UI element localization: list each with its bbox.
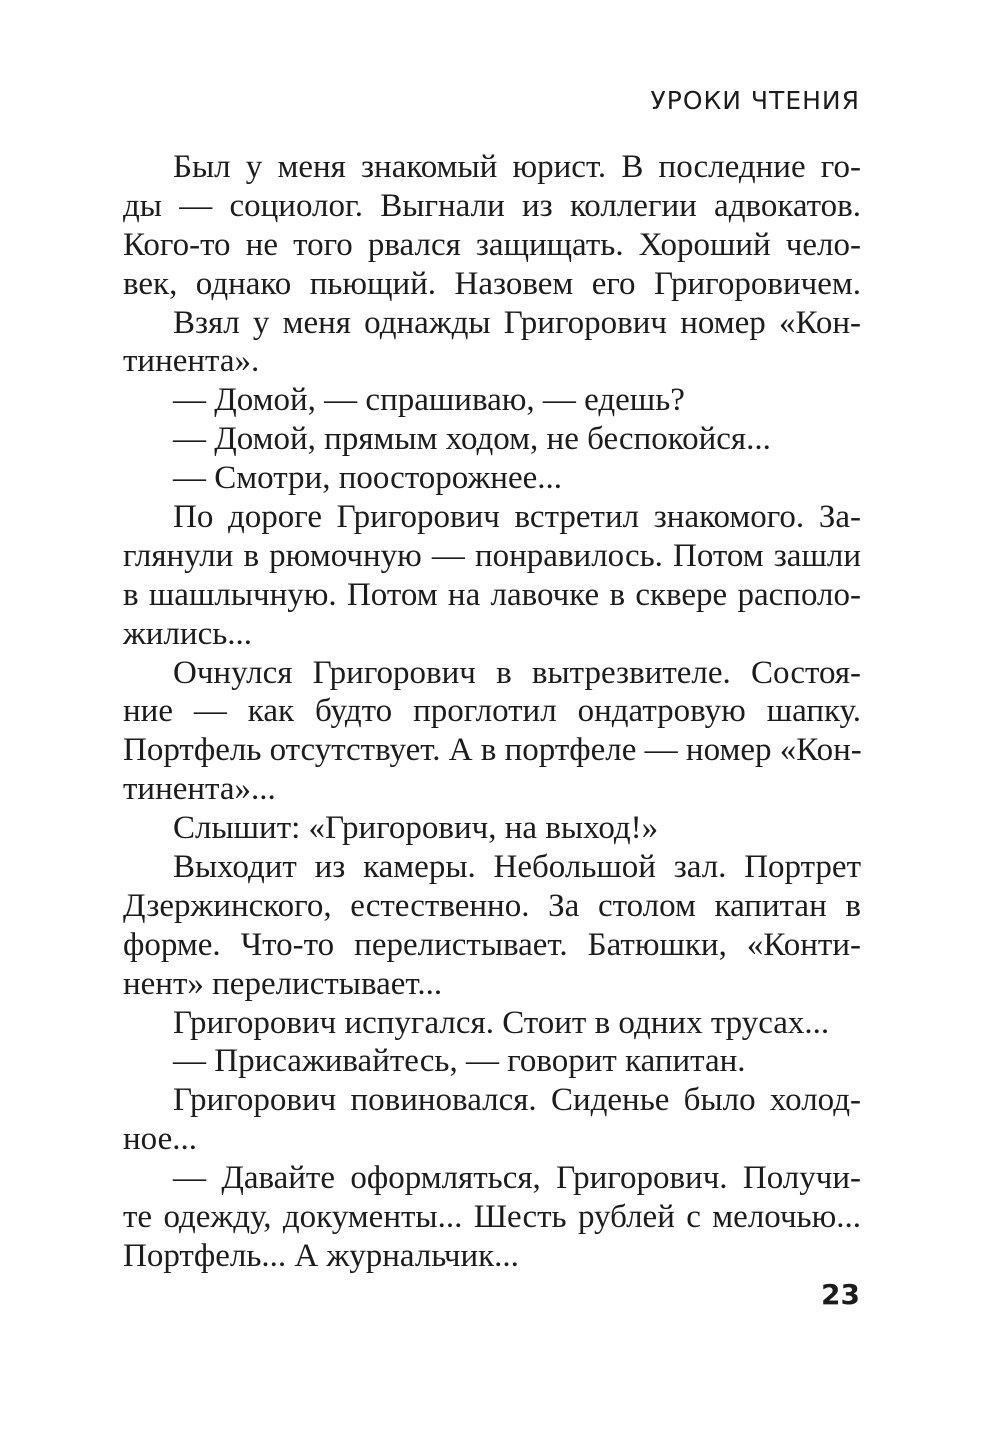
text-line: ние — как будто проглотил ондатровую шапку. xyxy=(123,693,861,730)
text-line: тинента». xyxy=(123,343,260,380)
text-line: Кого-то не того рвался защищать. Хороший чело- xyxy=(123,226,861,263)
text-line: Григорович повиновался. Сиденье было холод- xyxy=(173,1082,861,1119)
text-line: ное... xyxy=(123,1121,197,1158)
text-line: Портфель... А журнальчик... xyxy=(123,1237,519,1274)
text-line: — Присаживайтесь, — говорит капитан. xyxy=(173,1043,746,1080)
text-line: тинента»... xyxy=(123,771,276,808)
text-line: Взял у меня однажды Григорович номер «Кон- xyxy=(173,304,861,341)
text-line: Был у меня знакомый юрист. В последние го- xyxy=(173,149,861,185)
text-line: те одежду, документы... Шесть рублей с мелочью... xyxy=(123,1199,861,1236)
running-title: УРОКИ ЧТЕНИЯ xyxy=(650,86,860,115)
text-line: ды — социолог. Выгнали из коллегии адвокатов. xyxy=(123,187,861,224)
text-line: — Домой, прямым ходом, не беспокойся... xyxy=(173,421,771,458)
text-line: форме. Что-то перелистывает. Батюшки, «Конти- xyxy=(123,926,861,963)
text-line: нент» перелистывает... xyxy=(123,965,443,1002)
text-line: — Давайте оформляться, Григорович. Получи- xyxy=(173,1160,861,1197)
text-line: — Смотри, поосторожнее... xyxy=(173,460,562,497)
body-text xyxy=(123,148,861,1276)
text-line: — Домой, — спрашиваю, — едешь? xyxy=(173,382,685,419)
page-number: 23 xyxy=(821,1278,860,1311)
text-line: Выходит из камеры. Небольшой зал. Портрет xyxy=(173,849,861,886)
text-line: век, однако пьющий. Назовем его Григоровичем. xyxy=(123,265,861,302)
text-line: глянули в рюмочную — понравилось. Потом зашли xyxy=(123,537,861,574)
text-line: в шашлычную. Потом на лавочке в сквере располо- xyxy=(123,576,861,613)
text-line: жились... xyxy=(123,615,253,652)
text-line: Портфель отсутствует. А в портфеле — номер «Кон- xyxy=(123,732,862,769)
text-line: Григорович испугался. Стоит в одних трусах... xyxy=(173,1004,830,1041)
text-line: Слышит: «Григорович, на выход!» xyxy=(173,810,659,847)
text-line: По дороге Григорович встретил знакомого. За- xyxy=(173,499,861,536)
text-line: Дзержинского, естественно. За столом капитан в xyxy=(123,887,861,924)
text-line: Очнулся Григорович в вытрезвителе. Состоя- xyxy=(173,654,861,691)
